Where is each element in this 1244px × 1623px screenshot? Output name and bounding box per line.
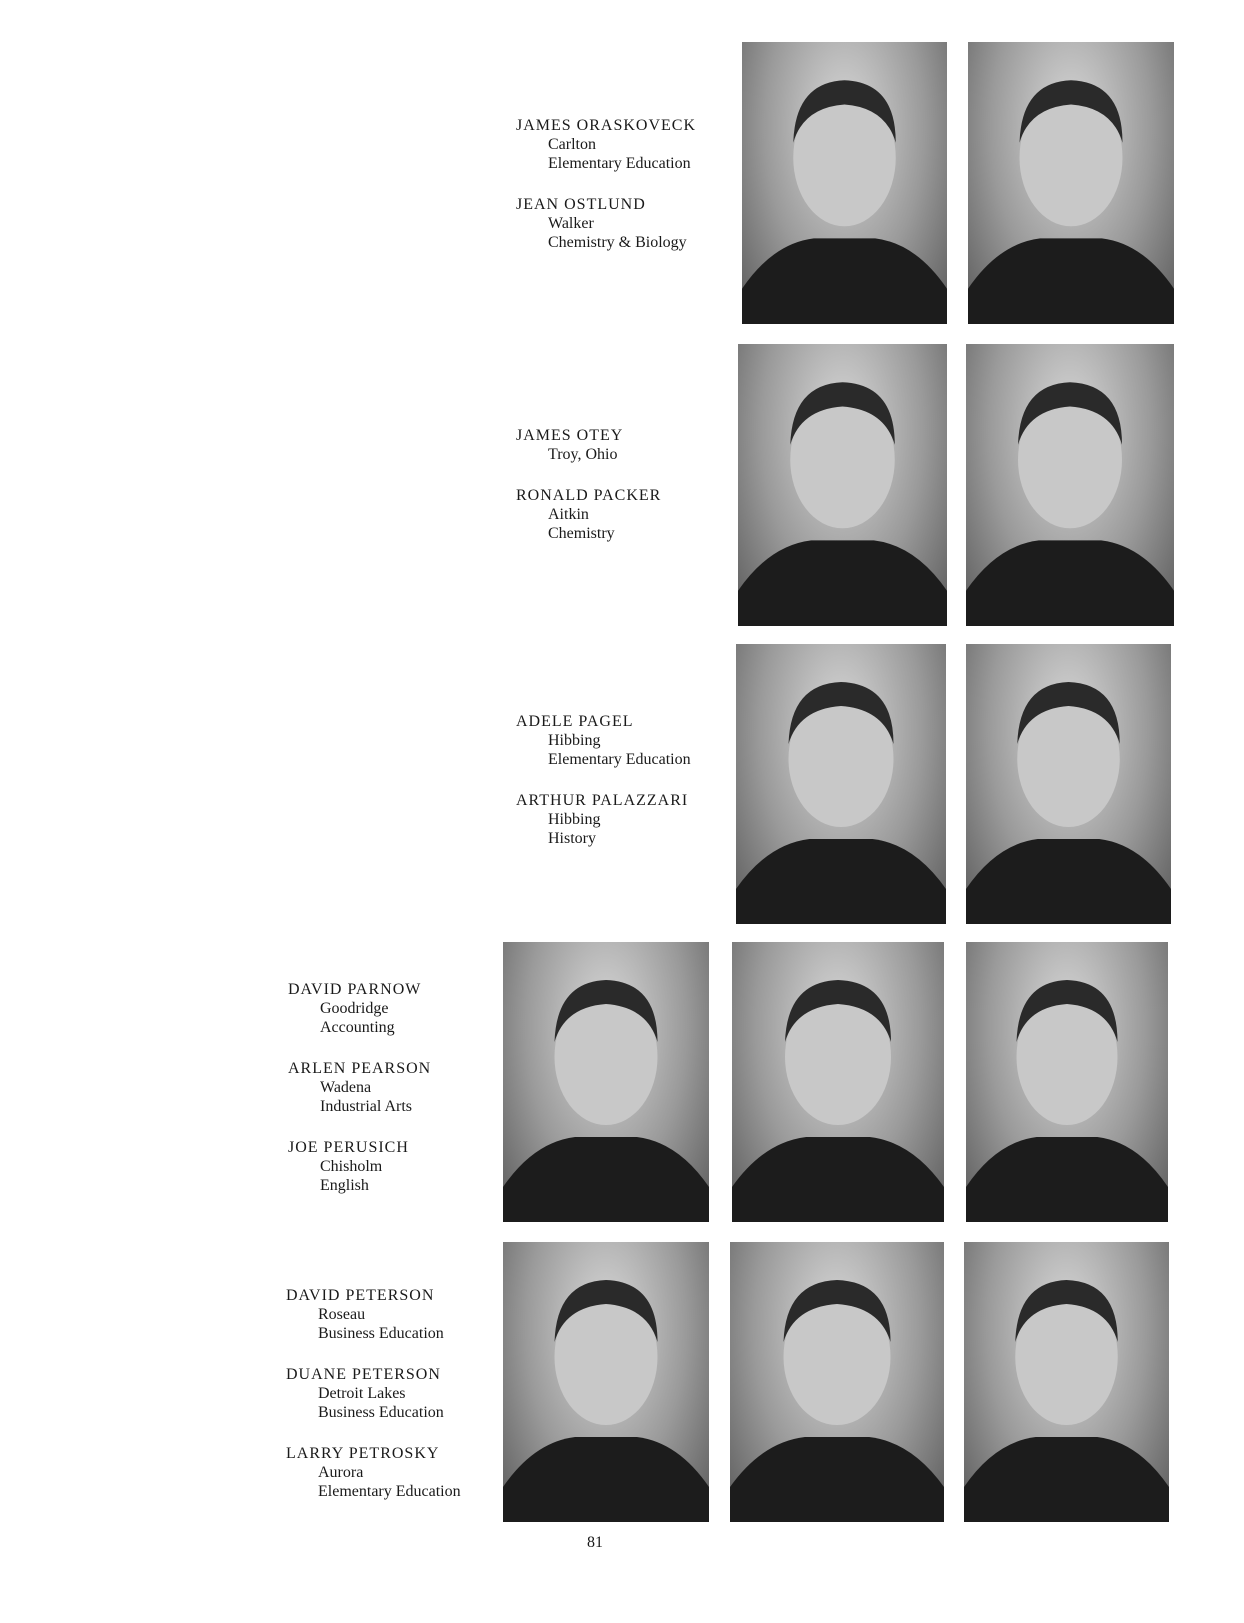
- student-hometown: Troy, Ohio: [548, 446, 618, 463]
- portrait-silhouette: [738, 344, 947, 626]
- student-entry: [286, 1365, 461, 1422]
- student-hometown: Aitkin: [548, 506, 589, 523]
- student-name: JAMES ORASKOVECK: [516, 117, 697, 134]
- portrait-photo: [732, 942, 944, 1222]
- portrait-photo: [966, 644, 1171, 924]
- portrait-silhouette: [966, 344, 1174, 626]
- portrait-photo: [730, 1242, 944, 1522]
- student-name: JAMES OTEY: [516, 427, 624, 444]
- portrait-photo: [738, 344, 947, 626]
- portrait-silhouette: [736, 644, 946, 924]
- portrait-silhouette: [966, 942, 1168, 1222]
- student-hometown: Hibbing: [548, 811, 601, 828]
- student-entry: [288, 980, 431, 1037]
- student-name: LARRY PETROSKY: [286, 1445, 440, 1462]
- portrait-silhouette: [732, 942, 944, 1222]
- student-hometown: Hibbing: [548, 732, 601, 749]
- entry-group-3: [516, 712, 691, 870]
- entry-group-1: [516, 116, 696, 274]
- student-entry: [516, 486, 661, 543]
- student-entry: [516, 116, 696, 173]
- entry-group-5: [286, 1286, 461, 1523]
- portrait-silhouette: [503, 942, 709, 1222]
- silhouette-shoulders: [503, 1137, 709, 1222]
- student-entry: [516, 712, 691, 769]
- student-entry: [516, 791, 691, 848]
- student-name: DAVID PETERSON: [286, 1287, 435, 1304]
- student-entry: [516, 426, 661, 464]
- student-hometown: Aurora: [318, 1464, 364, 1481]
- student-major: Chemistry & Biology: [548, 234, 687, 251]
- student-name: DAVID PARNOW: [288, 981, 422, 998]
- entry-group-2: [516, 426, 661, 565]
- student-hometown: Goodridge: [320, 1000, 389, 1017]
- portrait-photo: [966, 942, 1168, 1222]
- student-name: DUANE PETERSON: [286, 1366, 441, 1383]
- portrait-silhouette: [964, 1242, 1169, 1522]
- student-entry: [288, 1138, 431, 1195]
- student-name: JEAN OSTLUND: [516, 196, 646, 213]
- silhouette-shoulders: [742, 238, 947, 324]
- student-major: Business Education: [318, 1325, 444, 1342]
- student-major: History: [548, 830, 596, 847]
- portrait-silhouette: [968, 42, 1174, 324]
- student-name: JOE PERUSICH: [288, 1139, 409, 1156]
- student-hometown: Roseau: [318, 1306, 366, 1323]
- silhouette-shoulders: [503, 1437, 709, 1522]
- silhouette-shoulders: [964, 1437, 1169, 1522]
- student-entry: [516, 195, 696, 252]
- portrait-photo: [966, 344, 1174, 626]
- student-major: Business Education: [318, 1404, 444, 1421]
- portrait-silhouette: [966, 644, 1171, 924]
- student-name: RONALD PACKER: [516, 487, 662, 504]
- student-major: Elementary Education: [548, 155, 691, 172]
- portrait-photo: [503, 942, 709, 1222]
- student-name: ADELE PAGEL: [516, 713, 634, 730]
- silhouette-shoulders: [738, 540, 947, 626]
- portrait-photo: [964, 1242, 1169, 1522]
- student-major: Elementary Education: [318, 1483, 461, 1500]
- student-name: ARLEN PEARSON: [288, 1060, 432, 1077]
- silhouette-shoulders: [732, 1137, 944, 1222]
- entry-group-4: [288, 980, 431, 1217]
- silhouette-shoulders: [968, 238, 1174, 324]
- silhouette-shoulders: [966, 839, 1171, 924]
- portrait-photo: [968, 42, 1174, 324]
- student-major: Accounting: [320, 1019, 395, 1036]
- portrait-photo: [742, 42, 947, 324]
- silhouette-shoulders: [966, 540, 1174, 626]
- silhouette-shoulders: [730, 1437, 944, 1522]
- student-major: Chemistry: [548, 525, 615, 542]
- silhouette-shoulders: [966, 1137, 1168, 1222]
- student-entry: [288, 1059, 431, 1116]
- student-name: ARTHUR PALAZZARI: [516, 792, 689, 809]
- student-entry: [286, 1444, 461, 1501]
- student-major: English: [320, 1177, 369, 1194]
- student-major: Industrial Arts: [320, 1098, 412, 1115]
- student-hometown: Detroit Lakes: [318, 1385, 406, 1402]
- portrait-silhouette: [730, 1242, 944, 1522]
- portrait-photo: [736, 644, 946, 924]
- student-hometown: Walker: [548, 215, 594, 232]
- portrait-silhouette: [503, 1242, 709, 1522]
- student-hometown: Carlton: [548, 136, 596, 153]
- student-entry: [286, 1286, 461, 1343]
- student-major: Elementary Education: [548, 751, 691, 768]
- silhouette-shoulders: [736, 839, 946, 924]
- student-hometown: Wadena: [320, 1079, 372, 1096]
- page-number: 81: [587, 1534, 603, 1551]
- student-hometown: Chisholm: [320, 1158, 383, 1175]
- portrait-photo: [503, 1242, 709, 1522]
- portrait-silhouette: [742, 42, 947, 324]
